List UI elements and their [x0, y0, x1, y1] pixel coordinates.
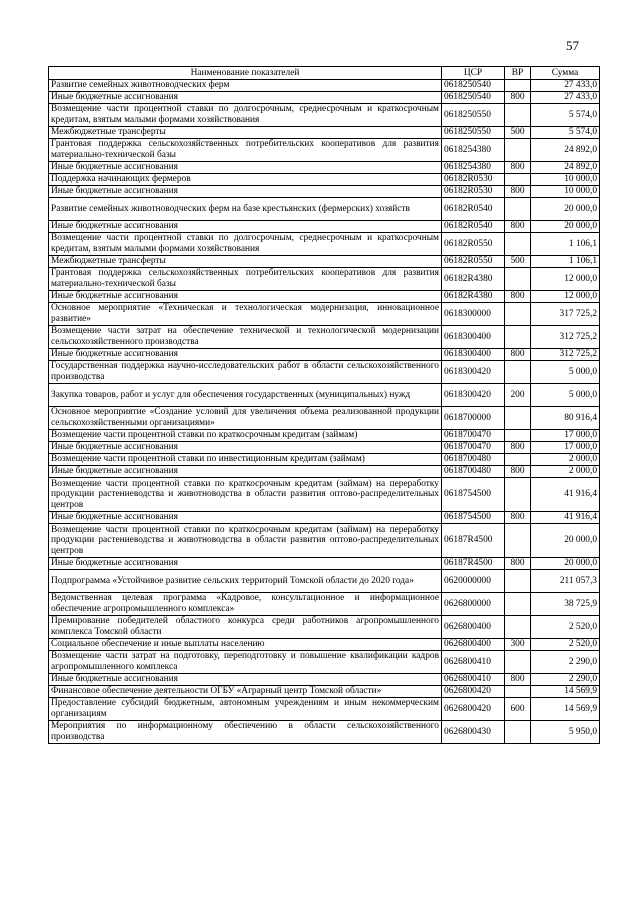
cell-vr: 800	[505, 92, 531, 104]
cell-csr: 0626800410	[442, 651, 505, 674]
table-row	[49, 384, 600, 407]
cell-vr: 800	[505, 442, 531, 454]
header-csr: ЦСР	[442, 67, 505, 80]
cell-vr: 800	[505, 186, 531, 198]
cell-sum: 38 725,9	[531, 593, 600, 616]
cell-vr	[505, 593, 531, 616]
table-row	[49, 674, 600, 686]
cell-name: Развитие семейных животноводческих ферм на базе крестьянских (фермерских) хозяйств	[49, 198, 442, 221]
cell-sum: 317 725,2	[531, 303, 600, 326]
cell-vr	[505, 524, 531, 558]
cell-csr: 0618300420	[442, 384, 505, 407]
table-row	[49, 430, 600, 442]
cell-sum: 2 290,0	[531, 674, 600, 686]
cell-csr: 0618250550	[442, 127, 505, 139]
cell-vr	[505, 570, 531, 593]
cell-csr: 0618250540	[442, 92, 505, 104]
cell-name: Основное мероприятие «Техническая и технологическая модернизация, инновационное развитие»	[49, 303, 442, 326]
cell-name: Предоставление субсидий бюджетным, автономным учреждениям и иным некоммерческим организациям	[49, 698, 442, 721]
cell-vr: 800	[505, 349, 531, 361]
cell-csr: 0626800400	[442, 639, 505, 651]
cell-vr: 300	[505, 639, 531, 651]
cell-csr: 0618700480	[442, 466, 505, 478]
cell-name: Развитие семейных животноводческих ферм	[49, 80, 442, 92]
cell-vr	[505, 616, 531, 639]
cell-name: Иные бюджетные ассигнования	[49, 162, 442, 174]
cell-name: Основное мероприятие «Создание условий для увеличения объема реализованной продукции сельскохозяйственными организациями»	[49, 407, 442, 430]
cell-sum: 2 000,0	[531, 454, 600, 466]
table-row	[49, 698, 600, 721]
cell-name: Закупка товаров, работ и услуг для обеспечения государственных (муниципальных) нужд	[49, 384, 442, 407]
cell-sum: 41 916,4	[531, 478, 600, 512]
table-row	[49, 593, 600, 616]
cell-vr	[505, 174, 531, 186]
cell-name: Подпрограмма «Устойчивое развитие сельских территорий Томской области до 2020 года»	[49, 570, 442, 593]
cell-vr: 800	[505, 291, 531, 303]
cell-sum: 24 892,0	[531, 162, 600, 174]
cell-name: Иные бюджетные ассигнования	[49, 558, 442, 570]
cell-name: Иные бюджетные ассигнования	[49, 674, 442, 686]
cell-name: Ведомственная целевая программа «Кадровое, консультационное и информационное обеспечение агропромышленного комплекса»	[49, 593, 442, 616]
header-name: Наименование показателей	[49, 67, 442, 80]
table-header-row	[49, 67, 600, 80]
cell-vr: 800	[505, 466, 531, 478]
cell-csr: 06182R0540	[442, 221, 505, 233]
cell-vr	[505, 198, 531, 221]
table-row	[49, 442, 600, 454]
table-row	[49, 291, 600, 303]
cell-sum: 10 000,0	[531, 174, 600, 186]
table-row	[49, 174, 600, 186]
cell-name: Межбюджетные трансферты	[49, 127, 442, 139]
cell-name: Иные бюджетные ассигнования	[49, 466, 442, 478]
cell-name: Государственная поддержка научно-исследовательских работ в области сельскохозяйственного производства	[49, 361, 442, 384]
cell-vr: 800	[505, 512, 531, 524]
cell-name: Финансовое обеспечение деятельности ОГБУ «Аграрный центр Томской области»	[49, 686, 442, 698]
cell-csr: 0618700470	[442, 442, 505, 454]
cell-vr: 500	[505, 256, 531, 268]
cell-name: Возмещение части процентной ставки по краткосрочным кредитам (займам) на переработку продукции растениеводства и животноводства в области развития оптово-распределительных центров	[49, 524, 442, 558]
cell-vr	[505, 326, 531, 349]
table-row	[49, 80, 600, 92]
cell-name: Возмещение части процентной ставки по долгосрочным, среднесрочным и краткосрочным кредитам, взятым малыми формами хозяйствования	[49, 233, 442, 256]
cell-sum: 12 000,0	[531, 291, 600, 303]
cell-name: Поддержка начинающих фермеров	[49, 174, 442, 186]
table-row	[49, 186, 600, 198]
cell-vr	[505, 268, 531, 291]
table-row	[49, 558, 600, 570]
cell-csr: 0620000000	[442, 570, 505, 593]
cell-sum: 5 950,0	[531, 721, 600, 744]
cell-csr: 0626800420	[442, 698, 505, 721]
cell-vr	[505, 651, 531, 674]
header-vr: ВР	[505, 67, 531, 80]
cell-name: Возмещение части процентной ставки по краткосрочным кредитам (займам) на переработку продукции растениеводства и животноводства в области развития оптово-распределительных центров	[49, 478, 442, 512]
cell-csr: 0618300000	[442, 303, 505, 326]
table-row	[49, 721, 600, 744]
cell-sum: 27 433,0	[531, 92, 600, 104]
table-row	[49, 92, 600, 104]
cell-csr: 0626800000	[442, 593, 505, 616]
cell-sum: 5 574,0	[531, 104, 600, 127]
cell-name: Возмещение части процентной ставки по краткосрочным кредитам (займам)	[49, 430, 442, 442]
cell-csr: 0618754500	[442, 478, 505, 512]
cell-csr: 06187R4500	[442, 524, 505, 558]
cell-sum: 1 106,1	[531, 233, 600, 256]
cell-sum: 20 000,0	[531, 221, 600, 233]
cell-csr: 0618700480	[442, 454, 505, 466]
cell-sum: 20 000,0	[531, 524, 600, 558]
table-row	[49, 616, 600, 639]
cell-vr	[505, 478, 531, 512]
header-sum: Сумма	[531, 67, 600, 80]
cell-name: Грантовая поддержка сельскохозяйственных потребительских кооперативов для развития материально-технической базы	[49, 139, 442, 162]
cell-sum: 20 000,0	[531, 198, 600, 221]
cell-sum: 2 290,0	[531, 651, 600, 674]
cell-vr: 800	[505, 674, 531, 686]
cell-sum: 24 892,0	[531, 139, 600, 162]
cell-csr: 0618300400	[442, 326, 505, 349]
table-row	[49, 524, 600, 558]
table-row	[49, 651, 600, 674]
table-row	[49, 639, 600, 651]
cell-sum: 2 520,0	[531, 639, 600, 651]
cell-name: Грантовая поддержка сельскохозяйственных потребительских кооперативов для развития материально-технической базы	[49, 268, 442, 291]
cell-name: Иные бюджетные ассигнования	[49, 442, 442, 454]
cell-name: Межбюджетные трансферты	[49, 256, 442, 268]
table-row	[49, 139, 600, 162]
cell-name: Возмещение части затрат на обеспечение технической и технологической модернизации сельскохозяйственного производства	[49, 326, 442, 349]
cell-sum: 211 057,3	[531, 570, 600, 593]
table-row	[49, 268, 600, 291]
cell-csr: 0618254380	[442, 162, 505, 174]
table-row	[49, 326, 600, 349]
cell-sum: 5 574,0	[531, 127, 600, 139]
table-row	[49, 570, 600, 593]
cell-csr: 06182R0530	[442, 186, 505, 198]
cell-csr: 06187R4500	[442, 558, 505, 570]
cell-vr	[505, 407, 531, 430]
page-number: 57	[566, 38, 579, 53]
cell-sum: 27 433,0	[531, 80, 600, 92]
table-row	[49, 686, 600, 698]
table-row	[49, 256, 600, 268]
cell-vr	[505, 454, 531, 466]
cell-sum: 5 000,0	[531, 361, 600, 384]
table-row	[49, 221, 600, 233]
cell-name: Иные бюджетные ассигнования	[49, 291, 442, 303]
cell-sum: 41 916,4	[531, 512, 600, 524]
cell-vr	[505, 361, 531, 384]
cell-sum: 312 725,2	[531, 349, 600, 361]
budget-table	[48, 66, 600, 744]
table-row	[49, 466, 600, 478]
cell-sum: 1 106,1	[531, 256, 600, 268]
cell-sum: 2 000,0	[531, 466, 600, 478]
cell-csr: 0618754500	[442, 512, 505, 524]
cell-csr: 0626800420	[442, 686, 505, 698]
cell-sum: 14 569,9	[531, 686, 600, 698]
cell-name: Иные бюджетные ассигнования	[49, 349, 442, 361]
cell-csr: 0618300420	[442, 361, 505, 384]
cell-vr	[505, 139, 531, 162]
cell-name: Иные бюджетные ассигнования	[49, 92, 442, 104]
cell-csr: 0626800430	[442, 721, 505, 744]
cell-sum: 20 000,0	[531, 558, 600, 570]
cell-vr	[505, 721, 531, 744]
cell-vr	[505, 686, 531, 698]
cell-csr: 0618254380	[442, 139, 505, 162]
cell-vr	[505, 80, 531, 92]
cell-sum: 17 000,0	[531, 430, 600, 442]
cell-name: Возмещение части процентной ставки по инвестиционным кредитам (займам)	[49, 454, 442, 466]
cell-csr: 06182R0550	[442, 233, 505, 256]
cell-csr: 0618250540	[442, 80, 505, 92]
table-row	[49, 162, 600, 174]
cell-csr: 0618250550	[442, 104, 505, 127]
cell-name: Возмещение части процентной ставки по долгосрочным, среднесрочным и краткосрочным кредитам, взятым малыми формами хозяйствования	[49, 104, 442, 127]
cell-vr: 600	[505, 698, 531, 721]
table-row	[49, 104, 600, 127]
cell-vr	[505, 104, 531, 127]
cell-sum: 14 569,9	[531, 698, 600, 721]
cell-csr: 0626800410	[442, 674, 505, 686]
cell-name: Мероприятия по информационному обеспечению в области сельскохозяйственного производства	[49, 721, 442, 744]
table-row	[49, 512, 600, 524]
cell-vr	[505, 233, 531, 256]
table-row	[49, 478, 600, 512]
cell-name: Иные бюджетные ассигнования	[49, 512, 442, 524]
cell-vr: 800	[505, 162, 531, 174]
table-row	[49, 454, 600, 466]
cell-sum: 10 000,0	[531, 186, 600, 198]
cell-sum: 80 916,4	[531, 407, 600, 430]
cell-csr: 0618700000	[442, 407, 505, 430]
cell-csr: 0618300400	[442, 349, 505, 361]
cell-sum: 12 000,0	[531, 268, 600, 291]
cell-name: Премирование победителей областного конкурса среди работников агропромышленного комплекса Томской области	[49, 616, 442, 639]
cell-sum: 5 000,0	[531, 384, 600, 407]
cell-csr: 06182R4380	[442, 268, 505, 291]
cell-vr	[505, 303, 531, 326]
table-row	[49, 233, 600, 256]
cell-sum: 312 725,2	[531, 326, 600, 349]
table-row	[49, 361, 600, 384]
cell-csr: 06182R4380	[442, 291, 505, 303]
table-body	[49, 80, 600, 744]
cell-vr: 500	[505, 127, 531, 139]
cell-csr: 0618700470	[442, 430, 505, 442]
cell-vr	[505, 430, 531, 442]
cell-vr: 800	[505, 221, 531, 233]
table-row	[49, 407, 600, 430]
cell-csr: 06182R0540	[442, 198, 505, 221]
table-row	[49, 349, 600, 361]
cell-vr: 200	[505, 384, 531, 407]
cell-name: Возмещение части затрат на подготовку, переподготовку и повышение квалификации кадров агропромышленного комплекса	[49, 651, 442, 674]
table-row	[49, 303, 600, 326]
table-row	[49, 198, 600, 221]
cell-csr: 06182R0530	[442, 174, 505, 186]
cell-name: Социальное обеспечение и иные выплаты населению	[49, 639, 442, 651]
cell-name: Иные бюджетные ассигнования	[49, 221, 442, 233]
cell-sum: 2 520,0	[531, 616, 600, 639]
table-row	[49, 127, 600, 139]
cell-sum: 17 000,0	[531, 442, 600, 454]
cell-csr: 06182R0550	[442, 256, 505, 268]
cell-vr: 800	[505, 558, 531, 570]
cell-name: Иные бюджетные ассигнования	[49, 186, 442, 198]
cell-csr: 0626800400	[442, 616, 505, 639]
